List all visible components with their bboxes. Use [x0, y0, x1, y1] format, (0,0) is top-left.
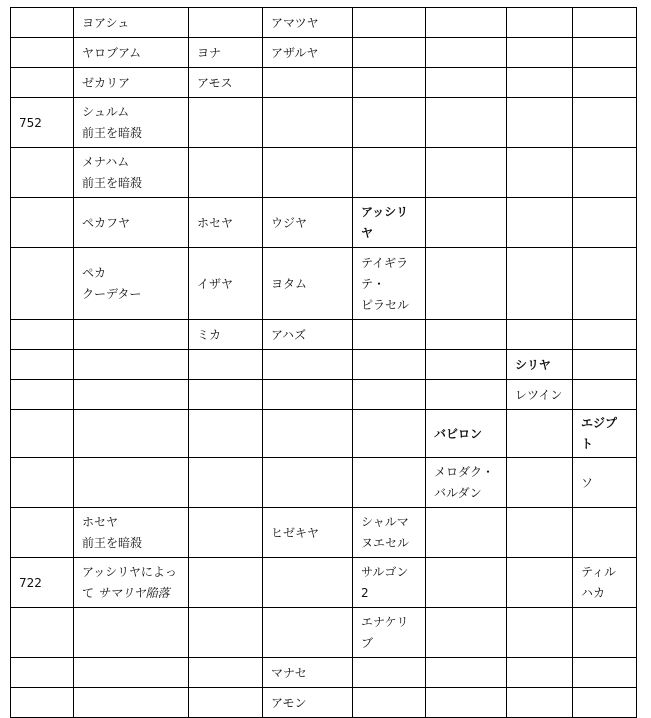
- cell-year: [11, 458, 74, 508]
- cell-year: [11, 380, 74, 410]
- cell-babylon: [426, 658, 507, 688]
- cell-egypt: [573, 688, 637, 718]
- cell-babylon: [426, 558, 507, 608]
- cell-assyria: シャルマ ヌエセル: [353, 508, 426, 558]
- cell-assyria: [353, 98, 426, 148]
- cell-assyria: [353, 148, 426, 198]
- cell-year: 752: [11, 98, 74, 148]
- cell-israel-king: アッシリヤによっ て サマリヤ陥落: [74, 558, 189, 608]
- cell-judah-king: [263, 458, 353, 508]
- table-row: [11, 458, 637, 508]
- cell-syria: [507, 508, 573, 558]
- cell-prophet: [189, 458, 263, 508]
- cell-syria: [507, 38, 573, 68]
- cell-syria: [507, 558, 573, 608]
- cell-prophet: [189, 558, 263, 608]
- cell-judah-king: [263, 68, 353, 98]
- cell-egypt: [573, 350, 637, 380]
- cell-babylon: [426, 248, 507, 320]
- cell-prophet: ホセヤ: [189, 198, 263, 248]
- table-row: [11, 38, 637, 68]
- cell-judah-king: [263, 148, 353, 198]
- table-row: [11, 98, 637, 148]
- cell-judah-king: アマツヤ: [263, 8, 353, 38]
- cell-assyria: エナケリ ブ: [353, 608, 426, 658]
- cell-egypt: [573, 248, 637, 320]
- cell-year: [11, 248, 74, 320]
- cell-israel-king: [74, 380, 189, 410]
- cell-egypt: エジプト: [573, 410, 637, 458]
- cell-egypt: [573, 38, 637, 68]
- table-row: [11, 8, 637, 38]
- cell-babylon: バビロン: [426, 410, 507, 458]
- cell-year: [11, 410, 74, 458]
- cell-syria: [507, 320, 573, 350]
- cell-assyria: アッシリ ヤ: [353, 198, 426, 248]
- cell-prophet: [189, 8, 263, 38]
- cell-babylon: [426, 98, 507, 148]
- cell-babylon: [426, 320, 507, 350]
- cell-assyria: [353, 410, 426, 458]
- cell-babylon: [426, 608, 507, 658]
- cell-egypt: [573, 148, 637, 198]
- cell-year: [11, 508, 74, 558]
- cell-judah-king: ヒゼキヤ: [263, 508, 353, 558]
- cell-babylon: [426, 68, 507, 98]
- cell-year: [11, 608, 74, 658]
- cell-year: [11, 320, 74, 350]
- cell-judah-king: ウジヤ: [263, 198, 353, 248]
- cell-babylon: [426, 198, 507, 248]
- cell-babylon: [426, 8, 507, 38]
- cell-israel-king: ペカ クーデター: [74, 248, 189, 320]
- cell-egypt: ソ: [573, 458, 637, 508]
- table-row: [11, 410, 637, 458]
- cell-assyria: [353, 658, 426, 688]
- table-body: [11, 8, 637, 718]
- cell-syria: [507, 688, 573, 718]
- cell-prophet: アモス: [189, 68, 263, 98]
- cell-year: [11, 38, 74, 68]
- cell-assyria: [353, 688, 426, 718]
- cell-egypt: [573, 320, 637, 350]
- cell-judah-king: [263, 350, 353, 380]
- cell-israel-king: [74, 658, 189, 688]
- cell-babylon: [426, 688, 507, 718]
- cell-year: [11, 350, 74, 380]
- cell-israel-king: [74, 458, 189, 508]
- table-row: [11, 148, 637, 198]
- cell-syria: [507, 8, 573, 38]
- cell-judah-king: [263, 608, 353, 658]
- cell-syria: [507, 410, 573, 458]
- cell-israel-king: ヤロブアム: [74, 38, 189, 68]
- cell-israel-king: メナハム 前王を暗殺: [74, 148, 189, 198]
- cell-israel-king: [74, 410, 189, 458]
- cell-egypt: ティル ハカ: [573, 558, 637, 608]
- table-row: [11, 350, 637, 380]
- cell-prophet: [189, 98, 263, 148]
- cell-assyria: [353, 458, 426, 508]
- cell-judah-king: アハズ: [263, 320, 353, 350]
- cell-babylon: [426, 148, 507, 198]
- cell-prophet: ミカ: [189, 320, 263, 350]
- cell-israel-king: シュルム 前王を暗殺: [74, 98, 189, 148]
- cell-judah-king: アザルヤ: [263, 38, 353, 68]
- cell-babylon: [426, 350, 507, 380]
- table-row: [11, 380, 637, 410]
- cell-egypt: [573, 98, 637, 148]
- table-row: [11, 320, 637, 350]
- table-row: [11, 198, 637, 248]
- cell-israel-king: ペカフヤ: [74, 198, 189, 248]
- cell-egypt: [573, 508, 637, 558]
- cell-year: [11, 8, 74, 38]
- cell-syria: シリヤ: [507, 350, 573, 380]
- table-row: [11, 608, 637, 658]
- cell-egypt: [573, 380, 637, 410]
- cell-prophet: [189, 148, 263, 198]
- cell-israel-king: ゼカリア: [74, 68, 189, 98]
- cell-israel-king: ホセヤ 前王を暗殺: [74, 508, 189, 558]
- cell-egypt: [573, 608, 637, 658]
- cell-syria: [507, 68, 573, 98]
- cell-year: [11, 688, 74, 718]
- cell-israel-king: ヨアシュ: [74, 8, 189, 38]
- cell-syria: [507, 248, 573, 320]
- cell-assyria: [353, 68, 426, 98]
- cell-assyria: サルゴン 2: [353, 558, 426, 608]
- cell-egypt: [573, 198, 637, 248]
- cell-judah-king: [263, 98, 353, 148]
- table-row: [11, 248, 637, 320]
- cell-prophet: [189, 508, 263, 558]
- cell-judah-king: [263, 558, 353, 608]
- cell-babylon: メロダク・ バルダン: [426, 458, 507, 508]
- cell-assyria: [353, 320, 426, 350]
- cell-israel-king: [74, 688, 189, 718]
- cell-syria: [507, 458, 573, 508]
- cell-year: [11, 198, 74, 248]
- cell-syria: [507, 608, 573, 658]
- cell-assyria: [353, 380, 426, 410]
- cell-prophet: [189, 410, 263, 458]
- cell-prophet: [189, 350, 263, 380]
- cell-assyria: [353, 350, 426, 380]
- cell-year: 722: [11, 558, 74, 608]
- cell-egypt: [573, 8, 637, 38]
- cell-babylon: [426, 38, 507, 68]
- table-row: [11, 558, 637, 608]
- cell-assyria: [353, 38, 426, 68]
- cell-year: [11, 68, 74, 98]
- cell-prophet: [189, 380, 263, 410]
- fall-of-samaria-text: サマリヤ陥落: [94, 586, 170, 600]
- cell-judah-king: [263, 410, 353, 458]
- cell-assyria: [353, 8, 426, 38]
- cell-israel-king: [74, 320, 189, 350]
- cell-egypt: [573, 68, 637, 98]
- cell-year: [11, 658, 74, 688]
- cell-judah-king: マナセ: [263, 658, 353, 688]
- cell-babylon: [426, 380, 507, 410]
- cell-judah-king: [263, 380, 353, 410]
- table-row: [11, 508, 637, 558]
- cell-syria: レツイン: [507, 380, 573, 410]
- table-row: [11, 68, 637, 98]
- cell-prophet: イザヤ: [189, 248, 263, 320]
- cell-judah-king: アモン: [263, 688, 353, 718]
- cell-israel-king: [74, 350, 189, 380]
- cell-assyria: テイギラ テ・ ピラセル: [353, 248, 426, 320]
- cell-syria: [507, 98, 573, 148]
- cell-prophet: [189, 608, 263, 658]
- cell-prophet: [189, 658, 263, 688]
- cell-syria: [507, 148, 573, 198]
- cell-judah-king: ヨタム: [263, 248, 353, 320]
- cell-israel-king: [74, 608, 189, 658]
- cell-prophet: [189, 688, 263, 718]
- kings-timeline-table: [10, 7, 637, 718]
- table-row: [11, 658, 637, 688]
- table-row: [11, 688, 637, 718]
- cell-syria: [507, 198, 573, 248]
- cell-babylon: [426, 508, 507, 558]
- cell-egypt: [573, 658, 637, 688]
- cell-year: [11, 148, 74, 198]
- cell-prophet: ヨナ: [189, 38, 263, 68]
- cell-syria: [507, 658, 573, 688]
